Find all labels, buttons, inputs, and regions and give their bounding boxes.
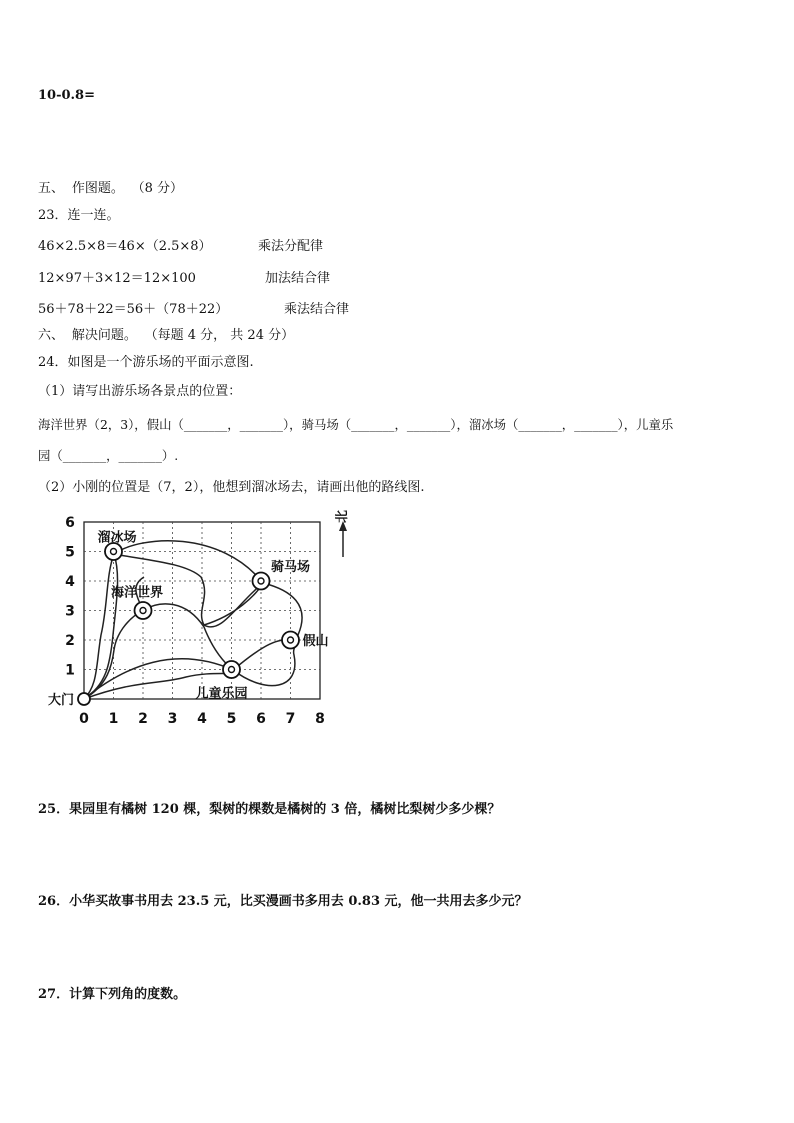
x-tick-label: 0 (79, 711, 89, 727)
x-tick-label: 7 (285, 711, 296, 727)
place-marker (282, 632, 329, 650)
y-tick-label: 6 (65, 515, 75, 531)
section-title: 作图题。 (71, 181, 124, 196)
fill-in-line-2: 园（_______，_______）. (38, 448, 179, 463)
place-label: 溜冰场 (97, 530, 137, 546)
y-tick-label: 2 (65, 633, 75, 649)
section-score: （每题 4 分， 共 24 分） (144, 328, 295, 343)
x-tick-label: 3 (167, 711, 178, 727)
x-axis-ticks (79, 711, 325, 727)
section-score: （8 分） (131, 181, 184, 196)
match-right-3: 乘法结合律 (284, 302, 350, 317)
y-tick-label: 1 (65, 662, 75, 679)
path-ocean-to-kids (143, 604, 233, 670)
section-title: 解决问题。 (71, 328, 137, 343)
place-marker (48, 692, 90, 708)
path-icefield-to-horse (114, 541, 263, 583)
question-27: 27．计算下列角的度数。 (38, 987, 187, 1002)
section-number: 五、 (38, 181, 65, 196)
question-25: 25．果园里有橘树 120 棵，梨树的棵数是橘树的 3 倍，橘树比梨树少多少棵？ (38, 802, 501, 817)
place-marker (111, 585, 163, 620)
place-label: 儿童乐园 (195, 686, 248, 702)
section-six-heading (38, 328, 294, 344)
map-paths (84, 541, 302, 699)
place-circle (223, 661, 240, 678)
x-tick-label: 6 (256, 711, 266, 727)
question-24-part-1: （1）请写出游乐场各景点的位置： (38, 384, 242, 399)
y-axis-ticks (65, 515, 75, 679)
north-arrow (335, 510, 350, 557)
x-tick-label: 8 (315, 711, 325, 727)
x-tick-label: 2 (138, 711, 148, 727)
place-marker (196, 661, 248, 702)
section-number: 六、 (38, 328, 65, 343)
path-horse-to-middle (204, 583, 263, 625)
match-right-2: 加法结合律 (265, 271, 331, 286)
question-24-title: 24．如图是一个游乐场的平面示意图. (38, 355, 254, 370)
place-circle (135, 602, 152, 619)
north-label: 北 (335, 509, 350, 523)
section-five-heading (38, 181, 183, 197)
y-tick-label: 5 (65, 544, 75, 561)
fill-in-line-1: 海洋世界（2，3），假山（_______，_______），骑马场（_______，_______），溜冰场（_______，_______），儿童乐 (38, 417, 674, 432)
place-label: 假山 (302, 634, 329, 649)
y-tick-label: 4 (65, 574, 75, 590)
x-tick-label: 4 (197, 711, 207, 727)
question-24-part-2: （2）小刚的位置是（7，2），他想到溜冰场去，请画出他的路线图. (38, 480, 425, 495)
place-marker (98, 530, 137, 561)
place-label: 骑马场 (271, 560, 311, 575)
gate-circle (78, 693, 90, 705)
x-tick-label: 1 (108, 711, 119, 727)
match-right-1: 乘法分配律 (258, 239, 324, 254)
match-left-3: 56＋78＋22＝56＋（78＋22） (38, 302, 229, 317)
x-tick-label: 5 (226, 711, 237, 727)
match-left-2: 12×97＋3×12＝12×100 (38, 271, 196, 286)
amusement-park-map (36, 505, 366, 735)
place-circle (253, 573, 270, 590)
place-circle (105, 543, 122, 560)
match-left-1: 46×2.5×8＝46×（2.5×8） (38, 239, 212, 254)
y-tick-label: 3 (65, 603, 75, 620)
path-icefield-to-gate-inner (84, 554, 118, 699)
question-23-title: 23．连一连。 (38, 208, 120, 223)
calc-expression: 10-0.8= (38, 88, 95, 103)
place-label: 大门 (47, 693, 74, 708)
place-label: 海洋世界 (111, 585, 164, 601)
question-26: 26．小华买故事书用去 23.5 元，比买漫画书多用去 0.83 元，他一共用去多少元？ (38, 894, 528, 909)
path-icefield-to-gate-outer (84, 554, 114, 699)
place-circle (282, 632, 299, 649)
